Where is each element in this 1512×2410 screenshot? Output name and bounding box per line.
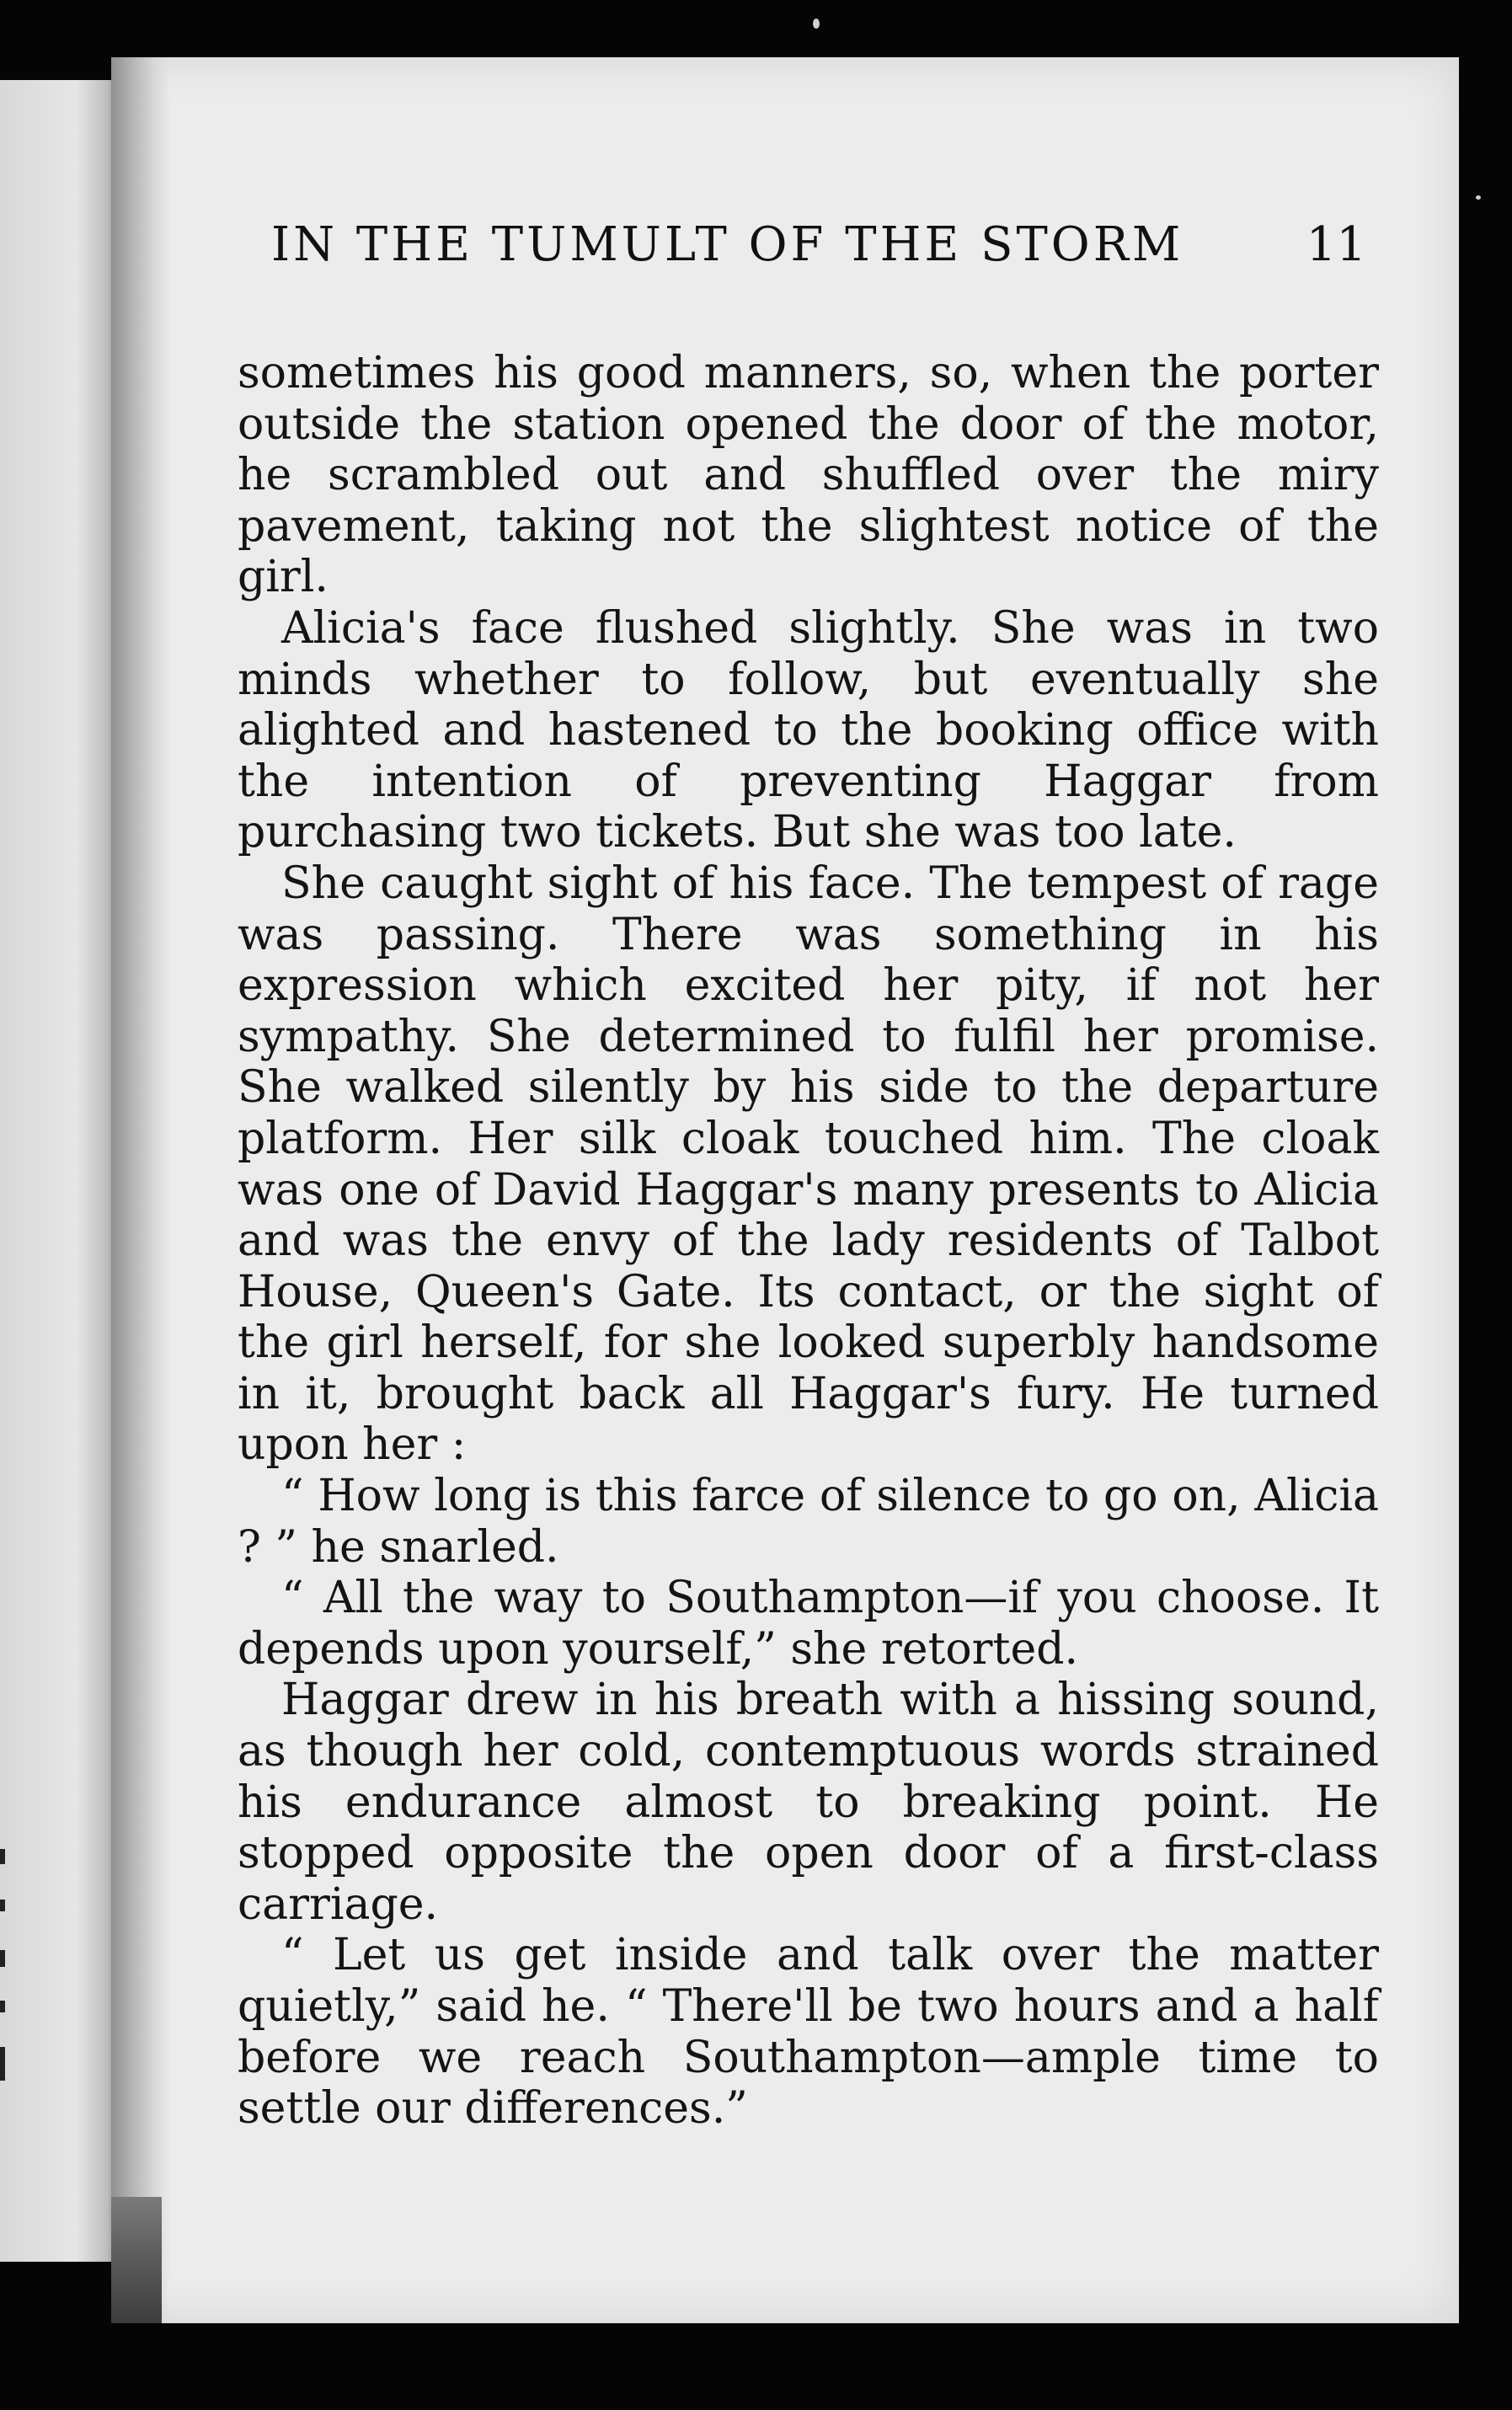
facing-page-mark	[0, 1849, 5, 1864]
dust-speck	[813, 19, 820, 29]
facing-page-mark	[0, 2047, 5, 2081]
page-header	[271, 217, 1366, 293]
paragraph: Alicia's face flushed slightly. She was in two minds whether to follow, but eventually she alighted and hastened to the booking office with the intention of preventing Haggar from purchasing two tickets. But she was too late.	[238, 602, 1379, 858]
spine-dark-edge	[111, 2197, 162, 2323]
paragraph: Haggar drew in his breath with a hissing sound, as though her cold, contemptuous words strained his endurance almost to breaking point. He stopped opposite the open door of a first-class carriage.	[238, 1675, 1379, 1930]
facing-page-mark	[0, 2001, 5, 2012]
spine-shadow	[111, 57, 170, 2323]
body-text	[238, 348, 1379, 2135]
facing-page-mark	[0, 1950, 5, 1967]
paragraph: “ Let us get inside and talk over the matter quietly,” said he. “ There'll be two hours and a half before we reach Southampton—ample time to settle our differences.”	[238, 1930, 1379, 2135]
facing-page-mark	[0, 1900, 5, 1911]
book-page	[111, 57, 1459, 2323]
facing-page-edge	[0, 80, 126, 2262]
paragraph: “ All the way to Southampton—if you choose. It depends upon yourself,” she retorted.	[238, 1573, 1379, 1675]
running-title: IN THE TUMULT OF THE STORM	[271, 217, 1184, 272]
dust-speck	[1476, 195, 1481, 200]
paragraph: sometimes his good manners, so, when the porter outside the station opened the door of the motor, he scrambled out and shuffled over the miry pavement, taking not the slightest notice of the girl.	[238, 348, 1379, 603]
paragraph: “ How long is this farce of silence to go on, Alicia ? ” he snarled.	[238, 1471, 1379, 1573]
paragraph: She caught sight of his face. The tempest of rage was passing. There was something in his expression which excited her pity, if not her sympathy. She determined to fulfil her promise. She walked silently by his side to the departure platform. Her silk cloak touched him. The cloak was one of David Haggar's many presents to Alicia and was the envy of the lady residents of Talbot House, Queen's Gate. Its contact, or the sight of the girl herself, for she looked superbly handsome in it, brought back all Haggar's fury. He turned upon her :	[238, 858, 1379, 1471]
page-number: 11	[1306, 217, 1366, 272]
